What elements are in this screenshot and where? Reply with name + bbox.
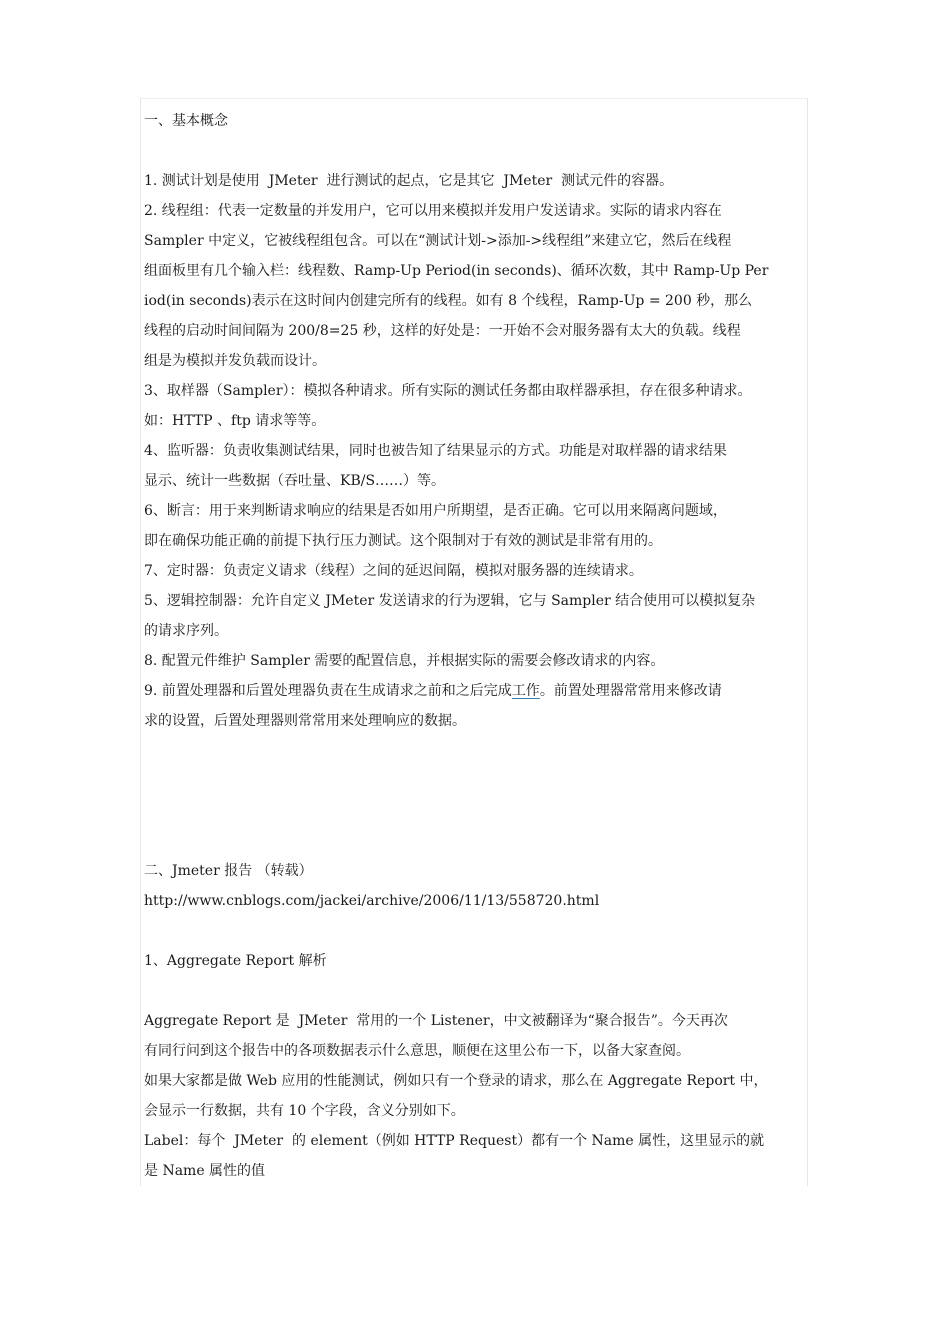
item1-text: 1. 测试计划是使用 JMeter 进行测试的起点，它是其它 JMeter 测试元件的容器。 <box>144 173 674 189</box>
blank-line <box>144 136 806 166</box>
aggregate-para2 <box>144 1066 806 1126</box>
item4-line: 4、监听器：负责收集测试结果，同时也被告知了结果显示的方式。功能是对取样器的请求结果 <box>144 443 727 459</box>
section2-heading: 二、Jmeter 报告 （转载） <box>144 863 313 879</box>
item5-paragraph <box>144 586 806 646</box>
item5-line: 5、逻辑控制器：允许自定义 JMeter 发送请求的行为逻辑，它与 Sampler 结合使用可以模拟复杂 <box>144 593 756 609</box>
aggregate-para3 <box>144 1126 806 1186</box>
item4-paragraph <box>144 436 806 496</box>
para2-line: 如果大家都是做 Web 应用的性能测试，例如只有一个登录的请求，那么在 Aggregate Report 中， <box>144 1073 768 1089</box>
item6-paragraph <box>144 496 806 556</box>
para1-line: 有同行问到这个报告中的各项数据表示什么意思，顺便在这里公布一下，以备大家查阅。 <box>144 1043 690 1059</box>
item9-line: 求的设置，后置处理器则常常用来处理响应的数据。 <box>144 713 466 729</box>
item9-text-post: 。前置处理器常常用来修改请 <box>539 683 722 699</box>
section-gap <box>144 736 806 856</box>
item2-line: 线程的启动时间间隔为 200/8=25 秒，这样的好处是：一开始不会对服务器有太大的负载。线程 <box>144 323 741 339</box>
item3-line: 3、取样器（Sampler）：模拟各种请求。所有实际的测试任务都由取样器承担，存在很多种请求。 <box>144 383 752 399</box>
item6-line: 6、断言：用于来判断请求响应的结果是否如用户所期望，是否正确。它可以用来隔离问题域， <box>144 503 727 519</box>
section1-heading: 一、基本概念 <box>144 113 228 129</box>
para3-line: Label：每个 JMeter 的 element（例如 HTTP Request）都有一个 Name 属性，这里显示的就 <box>144 1133 765 1149</box>
item9-line <box>144 676 806 706</box>
aggregate-para1 <box>144 1006 806 1066</box>
item4-line: 显示、统计一些数据（吞吐量、KB/S……）等。 <box>144 473 446 489</box>
item3-paragraph <box>144 376 806 436</box>
work-link[interactable]: 工作 <box>511 683 540 699</box>
item6-line: 即在确保功能正确的前提下执行压力测试。这个限制对于有效的测试是非常有用的。 <box>144 533 662 549</box>
aggregate-report-subheading: 1、Aggregate Report 解析 <box>144 953 327 969</box>
item2-line: 2. 线程组：代表一定数量的并发用户，它可以用来模拟并发用户发送请求。实际的请求内容在 <box>144 203 722 219</box>
document-body <box>144 106 806 1186</box>
para2-line: 会显示一行数据，共有 10 个字段，含义分别如下。 <box>144 1103 465 1119</box>
blank-line <box>144 916 806 946</box>
item2-line: 组是为模拟并发负载而设计。 <box>144 353 326 369</box>
item2-line: iod(in seconds)表示在这时间内创建完所有的线程。如有 8 个线程，Ramp-Up = 200 秒，那么 <box>144 293 753 309</box>
item2-line: Sampler 中定义，它被线程组包含。可以在“测试计划->添加->线程组”来建立它，然后在线程 <box>144 233 732 249</box>
item8-text: 8. 配置元件维护 Sampler 需要的配置信息，并根据实际的需要会修改请求的内容。 <box>144 653 665 669</box>
blank-line <box>144 976 806 1006</box>
item2-paragraph <box>144 196 806 376</box>
para1-line: Aggregate Report 是 JMeter 常用的一个 Listener，中文被翻译为“聚合报告”。今天再次 <box>144 1013 728 1029</box>
item9-text-pre: 9. 前置处理器和后置处理器负责在生成请求之前和之后完成 <box>144 683 512 699</box>
item2-line: 组面板里有几个输入栏：线程数、Ramp-Up Period(in seconds)、循环次数，其中 Ramp-Up Per <box>144 263 769 279</box>
item5-line: 的请求序列。 <box>144 623 228 639</box>
source-url: http://www.cnblogs.com/jackei/archive/2006/11/13/558720.html <box>144 893 600 909</box>
item3-line: 如：HTTP 、ftp 请求等等。 <box>144 413 326 429</box>
item9-paragraph <box>144 676 806 736</box>
para3-line: 是 Name 属性的值 <box>144 1163 266 1179</box>
item7-text: 7、定时器：负责定义请求（线程）之间的延迟间隔，模拟对服务器的连续请求。 <box>144 563 643 579</box>
